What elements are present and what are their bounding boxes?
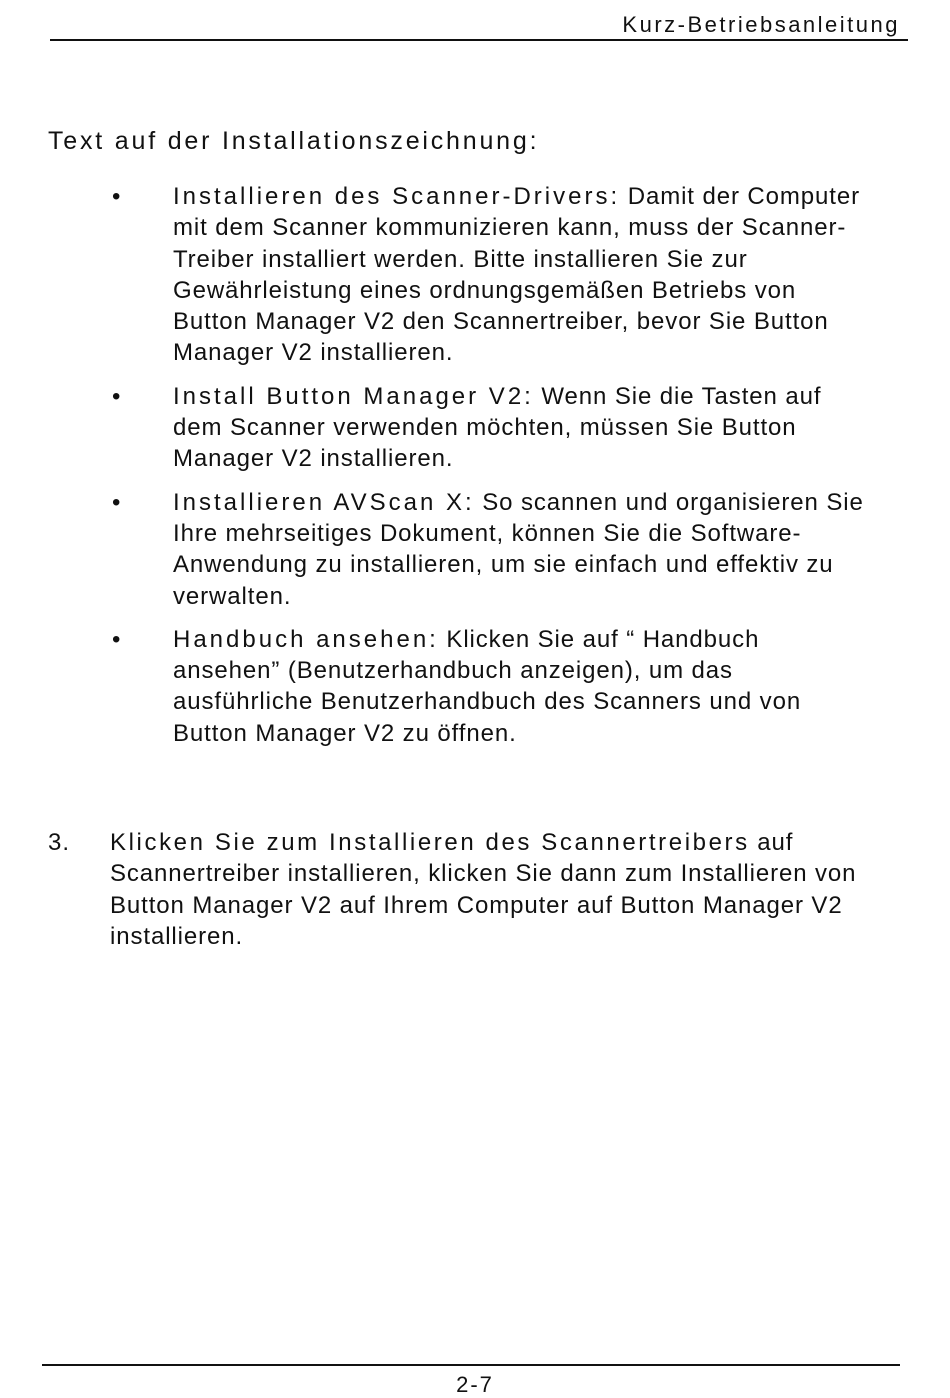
step-lead: Klicken Sie zum Installieren des Scannertreibers — [110, 829, 750, 856]
bullet-item-install-button-manager — [0, 381, 873, 475]
bullet-lead: Installieren AVScan X: — [173, 488, 475, 516]
bullet-text: So scannen und organisieren Sie Ihre mehrseitiges Dokument, können Sie die Software-Anwendung zu installieren, um sie einfach und effektiv zu verwalten. — [173, 488, 864, 610]
bullet-icon: • — [112, 382, 122, 410]
header-rule — [50, 39, 908, 41]
step-text — [110, 827, 870, 952]
step-body: auf Scannertreiber installieren, klicken Sie dann zum Installieren von Button Manager V2 auf Ihrem Computer auf Button Manager V2 installieren. — [110, 829, 857, 950]
bullet-icon: • — [112, 183, 122, 210]
bullet-lead: Handbuch ansehen: — [173, 625, 439, 653]
running-header: Kurz-Betriebsanleitung — [622, 12, 900, 37]
bullet-icon: • — [112, 625, 122, 653]
bullet-text: Wenn Sie die Tasten auf dem Scanner verwenden möchten, müssen Sie Button Manager V2 installieren. — [173, 382, 822, 473]
section-heading: Text auf der Installationszeichnung: — [48, 127, 540, 155]
footer-rule — [42, 1364, 900, 1366]
bullet-lead: Installieren des Scanner-Drivers: — [173, 183, 621, 210]
step-number: 3. — [48, 829, 71, 856]
bullet-text: Klicken Sie auf “ Handbuch ansehen” (Benutzerhandbuch anzeigen), um das ausführliche Benutzerhandbuch des Scanners und von Button Manager V2 zu öffnen. — [173, 625, 802, 747]
bullet-text: Damit der Computer mit dem Scanner kommunizieren kann, muss der Scanner-Treiber installiert werden. Bitte installieren Sie zur Gewährleistung eines ordnungsgemäßen Betriebs von Button Manager V2 den Scannertreiber, bevor Sie Button Manager V2 installieren. — [173, 183, 860, 367]
bullet-icon: • — [112, 488, 122, 516]
bullet-item-view-manual — [0, 624, 873, 749]
bullet-lead: Install Button Manager V2: — [173, 382, 534, 410]
bullet-item-install-avscan — [0, 487, 873, 612]
bullet-item-install-driver — [0, 181, 873, 369]
bullet-list — [0, 181, 950, 761]
page-number: 2-7 — [456, 1372, 494, 1397]
